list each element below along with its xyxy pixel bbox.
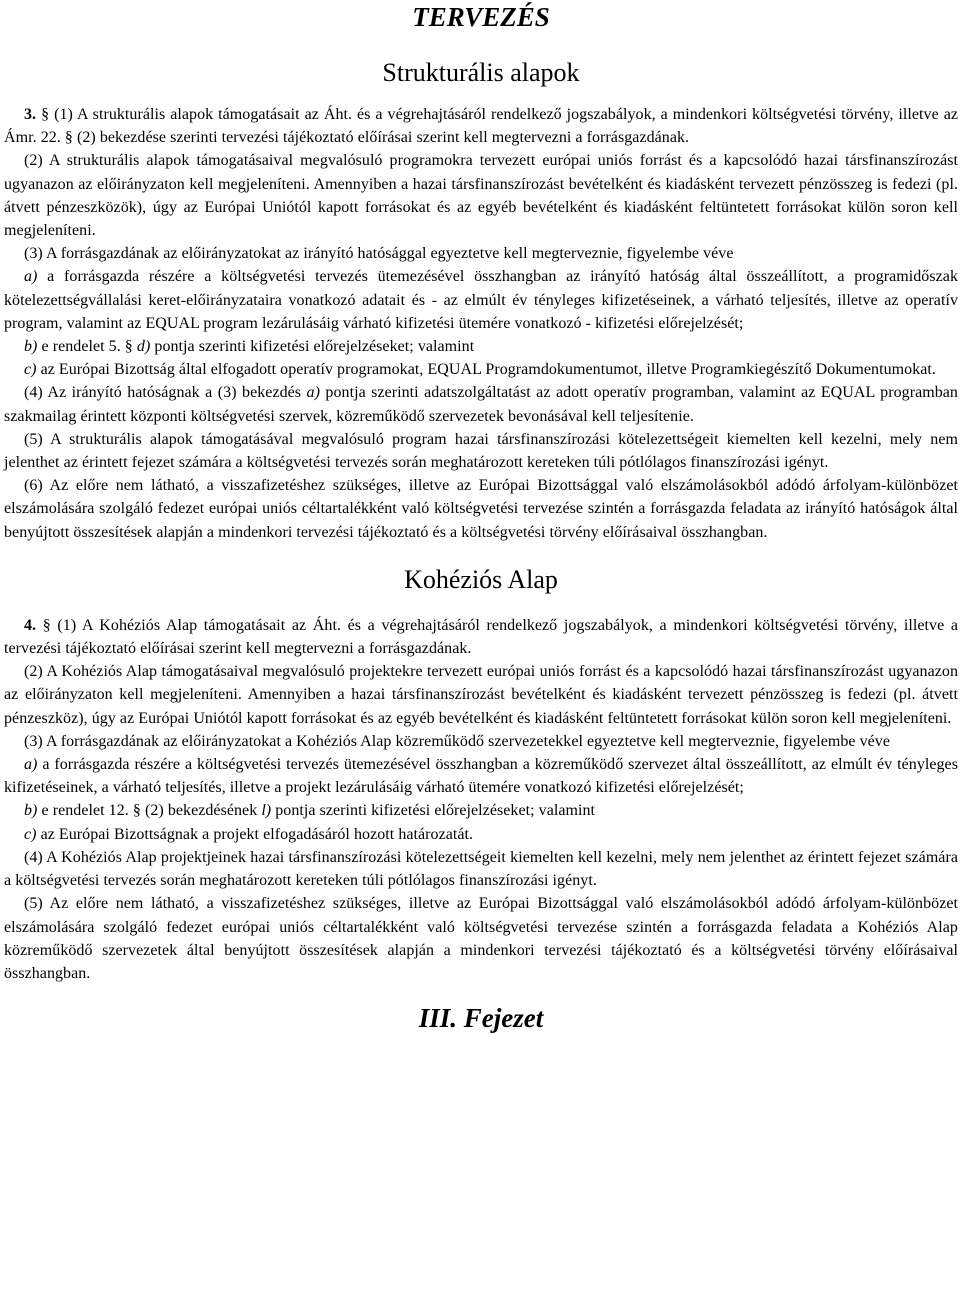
list-marker: a)	[24, 268, 38, 286]
list-marker: a)	[24, 756, 38, 774]
paragraph	[4, 358, 958, 381]
paragraph-text: (5) Az előre nem látható, a visszafizetéshez szükséges, illetve az Európai Bizottsággal való elszámolásokból adódó árfolyam-különbözet elszámolására szolgáló fedezet európai uniós céltartalékként való költségvetési tervezése szintén a forrásgazda feladata a Kohéziós Alap közreműködő szervezetek által benyújtott összesítések alapján a mindenkori tervezési tájékoztató és a költségvetési törvény előírásaival összhangban.	[4, 895, 958, 982]
paragraph	[4, 730, 958, 753]
paragraph-text: e rendelet 12. § (2) bekezdésének	[37, 802, 262, 820]
paragraph	[4, 242, 958, 265]
paragraph	[4, 265, 958, 335]
list-marker: a)	[306, 384, 320, 402]
paragraph	[4, 381, 958, 427]
paragraph-text: e rendelet 5. §	[37, 338, 137, 356]
document-title: TERVEZÉS	[412, 2, 550, 32]
chapter-title: III. Fejezet	[418, 1003, 544, 1034]
paragraph	[4, 823, 958, 846]
paragraph	[4, 799, 958, 822]
list-marker: d)	[136, 338, 151, 356]
list-marker: c)	[24, 825, 37, 843]
paragraph-text: (6) Az előre nem látható, a visszafizetéshez szükséges, illetve az Európai Bizottsággal való elszámolásokból adódó árfolyam-különbözet elszámolására szolgáló fedezet európai uniós céltartalékként való költségvetési tervezése szintén a forrásgazda feladata az irányító hatóságok által benyújtott összesítések alapján a mindenkori tervezési tájékoztató és a költségvetési törvény előírásaival összhangban.	[4, 477, 958, 541]
paragraph-text: (5) A strukturális alapok támogatásával megvalósuló program hazai társfinanszírozási kötelezettségeit kiemelten kell kezelni, mely nem jelenthet az érintett fejezet számára a költségvetési tervezés során meghatározott kereteken túli pótlólagos finanszírozási igényt.	[4, 430, 958, 472]
section-body	[4, 614, 958, 985]
section-heading: Kohéziós Alap	[404, 564, 558, 594]
section-structural-funds	[4, 57, 958, 544]
paragraph	[4, 660, 958, 730]
paragraph-text: § (1) A strukturális alapok támogatásait az Áht. és a végrehajtásáról rendelkező jogszabályok, a mindenkori költségvetési törvény, illetve az Ámr. 22. § (2) bekezdése szerinti tervezési tájékoztató előírásai szerint kell megtervezni a forrásgazdának.	[4, 106, 958, 147]
paragraph-text: (4) Az irányító hatóságnak a (3) bekezdés	[24, 384, 307, 402]
paragraph-text: (3) A forrásgazdának az előirányzatokat a Kohéziós Alap közreműködő szervezetekkel egyeztetve kell megterveznie, figyelembe véve	[24, 732, 890, 750]
section-body	[4, 103, 958, 544]
paragraph-text: pontja szerinti adatszolgáltatást az adott operatív programban, valamint az EQUAL programban szakmailag érintett központi költségvetési szervek, közreműködő szervezetek bevonásával kell teljesítenie.	[4, 384, 958, 425]
paragraph-text: a forrásgazda részére a költségvetési tervezés ütemezésével összhangban az irányító hatóság által összeállított, a programidőszak kötelezettségvállalási keret-előirányzataira vonatkozó adatait és - az elmúlt év tényleges kifizetéseinek, a várható teljesítés, illetve az operatív program, valamint az EQUAL program lezárulásáig várható kifizetési ütemére vonatkozó - kifizetési előrejelzését;	[4, 268, 958, 332]
list-marker: b)	[24, 338, 38, 356]
paragraph	[4, 614, 958, 660]
paragraph-text: pontja szerinti kifizetési előrejelzéseket; valamint	[271, 802, 596, 820]
paragraph	[4, 149, 958, 242]
list-marker: c)	[24, 361, 37, 379]
paragraph-text: (3) A forrásgazdának az előirányzatokat az irányító hatósággal egyeztetve kell megterveznie, figyelembe véve	[24, 245, 734, 263]
paragraph	[4, 474, 958, 544]
paragraph	[4, 335, 958, 358]
paragraph	[4, 753, 958, 799]
paragraph	[4, 103, 958, 149]
section-heading: Strukturális alapok	[382, 58, 580, 87]
paragraph-text: § (1) A Kohéziós Alap támogatásait az Áht. és a végrehajtásáról rendelkező jogszabályok, a mindenkori költségvetési törvény, illetve a tervezési tájékoztató előírásai szerint kell megtervezni a forrásgazdának.	[4, 616, 958, 658]
section-number: 3.	[24, 106, 37, 123]
paragraph	[4, 428, 958, 474]
paragraph-text: (2) A Kohéziós Alap támogatásaival megvalósuló projektekre tervezett európai uniós forrást és a kapcsolódó hazai társfinanszírozást ugyanazon az előirányzaton kell megjeleníteni. Amennyiben a hazai társfinanszírozást bevételként és kiadásként tervezett pénzösszeg is fedezi (pl. átvett pénzeszköz), úgy az Európai Uniótól kapott forrásokat és az egyéb bevételként és kiadásként feltüntetett forrásokat külön soron kell megjeleníteni.	[4, 663, 958, 727]
paragraph	[4, 846, 958, 892]
paragraph-text: pontja szerinti kifizetési előrejelzéseket; valamint	[150, 338, 475, 356]
document-page	[4, 0, 958, 1035]
paragraph-text: (4) A Kohéziós Alap projektjeinek hazai társfinanszírozási kötelezettségeit kiemelten kell kezelni, mely nem jelenthet az érintett fejezet számára a költségvetési tervezés során meghatározott kereteken túli pótlólagos finanszírozási igényt.	[4, 848, 958, 890]
section-cohesion-fund	[4, 564, 958, 985]
paragraph-text: a forrásgazda részére a költségvetési tervezés ütemezésével összhangban a közreműködő szervezet által összeállított, az elmúlt év tényleges kifizetéseinek, a várható teljesítés, illetve a projekt lezárulásáig várható ütemére vonatkozó kifizetési előrejelzését;	[4, 756, 958, 797]
section-number: 4.	[24, 616, 37, 634]
list-marker: b)	[24, 802, 38, 820]
paragraph	[4, 892, 958, 985]
list-marker: l)	[261, 802, 272, 820]
paragraph-text: az Európai Bizottság által elfogadott operatív programokat, EQUAL Programdokumentumot, illetve Programkiegészítő Dokumentumokat.	[36, 361, 936, 379]
paragraph-text: (2) A strukturális alapok támogatásaival megvalósuló programokra tervezett európai uniós forrást és a kapcsolódó hazai társfinanszírozást ugyanazon az előirányzaton kell megjeleníteni. Amennyiben a hazai társfinanszírozást bevételként és kiadásként tervezett pénzösszeg is fedezi (pl. átvett pénzeszközök), úgy az Európai Uniótól kapott forrásokat és az egyéb bevételként és kiadásként feltüntetett forrásokat külön soron kell megjeleníteni.	[4, 152, 958, 240]
paragraph-text: az Európai Bizottságnak a projekt elfogadásáról hozott határozatát.	[36, 825, 474, 843]
